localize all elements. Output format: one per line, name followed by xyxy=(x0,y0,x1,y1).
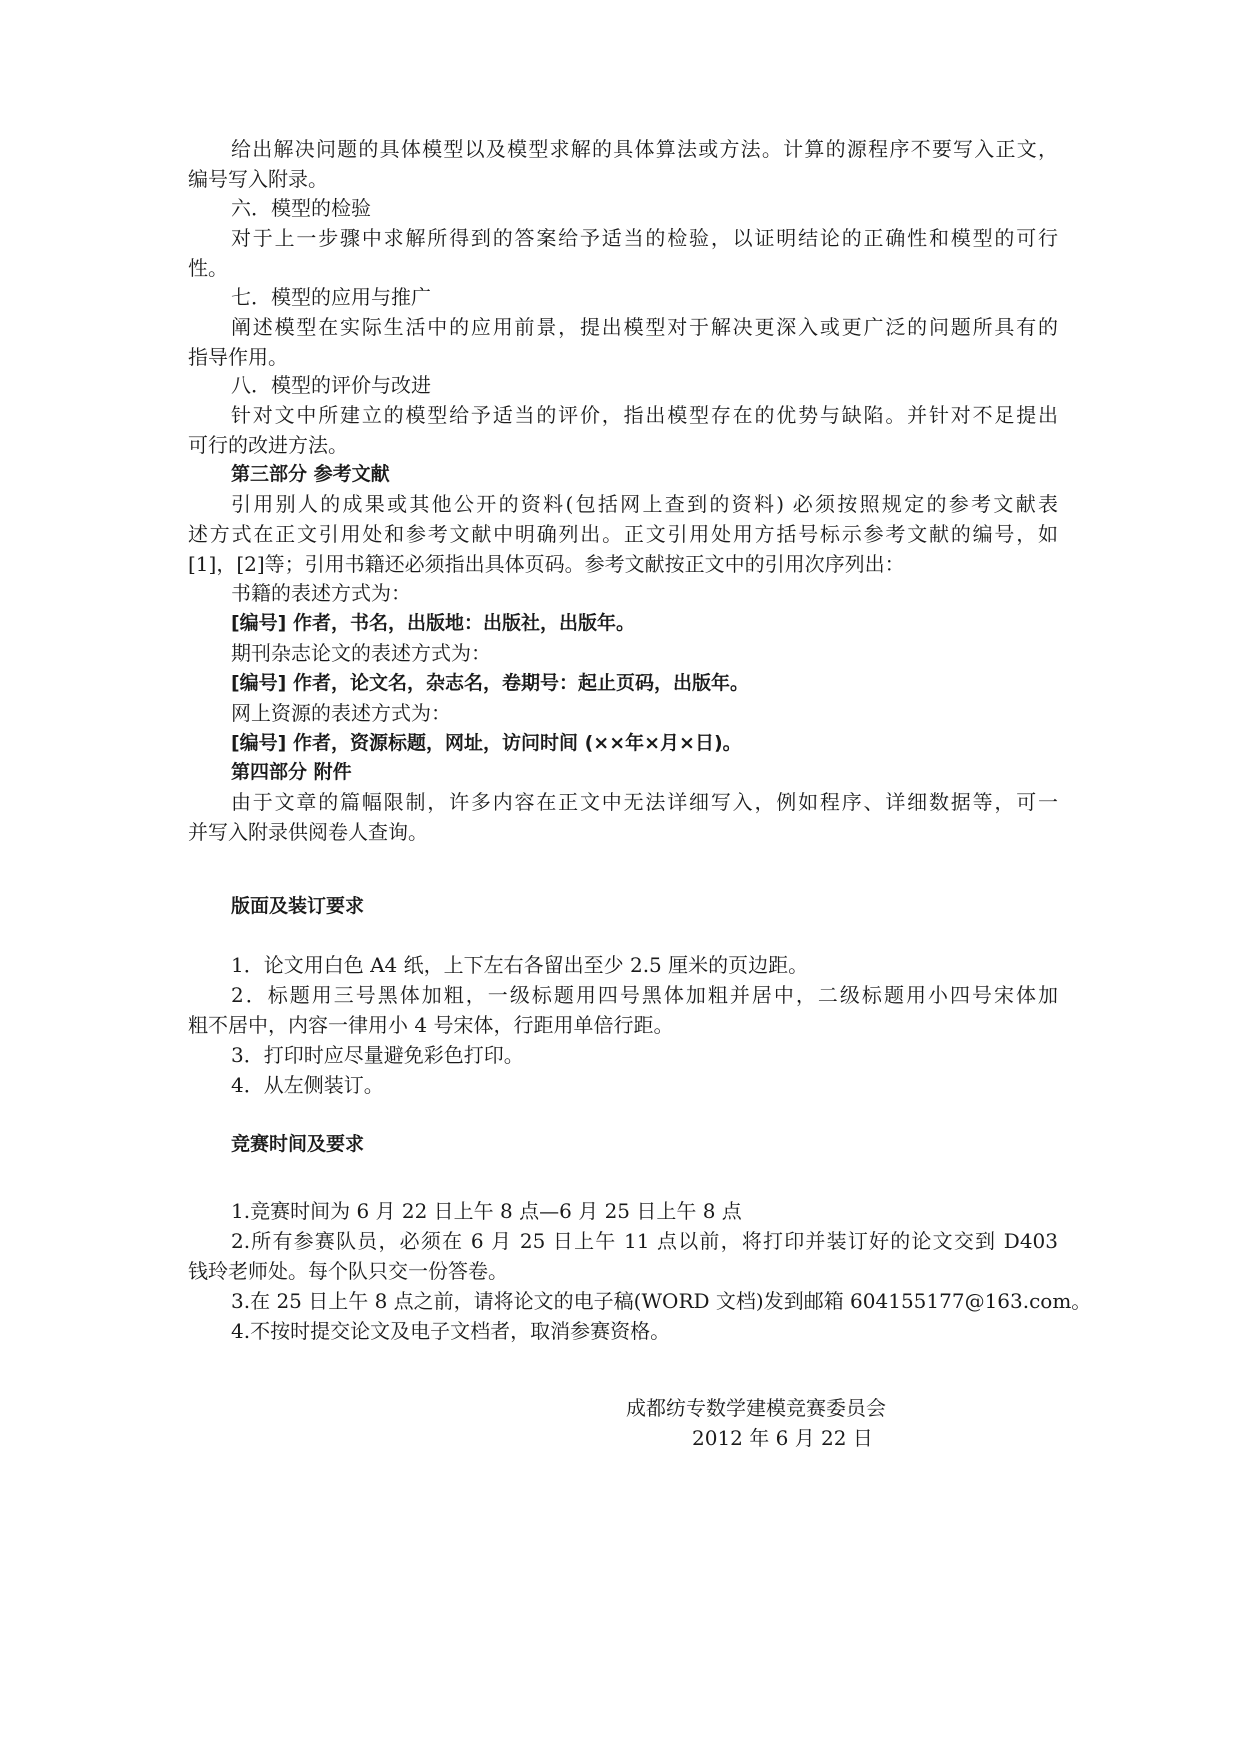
section-title: 版面及装订要求 xyxy=(231,895,365,917)
paragraph-line: 阐述模型在实际生活中的应用前景，提出模型对于解决更深入或更广泛的问题所具有的 xyxy=(231,315,1058,339)
paragraph-line: 并写入附录供阅卷人查询。 xyxy=(188,820,428,844)
paragraph-line: 由于文章的篇幅限制，许多内容在正文中无法详细写入，例如程序、详细数据等，可一 xyxy=(231,790,1058,814)
list-item: 2.所有参赛队员，必须在 6 月 25 日上午 11 点以前，将打印并装订好的论文交到 D403 xyxy=(231,1229,1058,1253)
paragraph-line: 书籍的表述方式为： xyxy=(231,581,411,605)
paragraph-line: 对于上一步骤中求解所得到的答案给予适当的检验，以证明结论的正确性和模型的可行 xyxy=(231,226,1058,250)
section-heading: 七．模型的应用与推广 xyxy=(231,285,431,309)
list-item: 1．论文用白色 A4 纸，上下左右各留出至少 2.5 厘米的页边距。 xyxy=(231,953,809,977)
paragraph-line: 期刊杂志论文的表述方式为： xyxy=(231,641,491,665)
signature-organization: 成都纺专数学建模竞赛委员会 xyxy=(626,1396,886,1420)
paragraph-line: 性。 xyxy=(188,256,228,280)
list-item: 4．从左侧装订。 xyxy=(231,1073,384,1097)
reference-format: [编号] 作者，论文名，杂志名，卷期号：起止页码，出版年。 xyxy=(231,672,749,694)
list-item: 3．打印时应尽量避免彩色打印。 xyxy=(231,1043,524,1067)
paragraph-line: 网上资源的表述方式为： xyxy=(231,701,451,725)
list-item: 2．标题用三号黑体加粗，一级标题用四号黑体加粗并居中，二级标题用小四号宋体加 xyxy=(231,983,1058,1007)
paragraph-line: 引用别人的成果或其他公开的资料(包括网上查到的资料) 必须按照规定的参考文献表 xyxy=(231,492,1058,516)
section-heading: 六．模型的检验 xyxy=(231,196,371,220)
section-title: 竞赛时间及要求 xyxy=(231,1133,365,1155)
paragraph-line: 指导作用。 xyxy=(188,345,288,369)
signature-date: 2012 年 6 月 22 日 xyxy=(692,1426,873,1450)
list-item: 粗不居中，内容一律用小 4 号宋体，行距用单倍行距。 xyxy=(188,1013,674,1037)
paragraph-line: 给出解决问题的具体模型以及模型求解的具体算法或方法。计算的源程序不要写入正文， xyxy=(231,137,1058,161)
reference-format: [编号] 作者，书名，出版地：出版社，出版年。 xyxy=(231,612,635,634)
paragraph-line: 针对文中所建立的模型给予适当的评价，指出模型存在的优势与缺陷。并针对不足提出 xyxy=(231,403,1058,427)
paragraph-line: 编号写入附录。 xyxy=(188,167,328,191)
list-item: 1.竞赛时间为 6 月 22 日上午 8 点—6 月 25 日上午 8 点 xyxy=(231,1199,742,1223)
list-item: 3.在 25 日上午 8 点之前，请将论文的电子稿(WORD 文档)发到邮箱 604155177@163.com。 xyxy=(231,1289,1092,1313)
list-item: 钱玲老师处。每个队只交一份答卷。 xyxy=(188,1259,508,1283)
part-heading: 第三部分 参考文献 xyxy=(231,463,390,485)
paragraph-line: [1]，[2]等；引用书籍还必须指出具体页码。参考文献按正文中的引用次序列出： xyxy=(188,552,905,576)
paragraph-line: 述方式在正文引用处和参考文献中明确列出。正文引用处用方括号标示参考文献的编号，如 xyxy=(188,522,1058,546)
paragraph-line: 可行的改进方法。 xyxy=(188,433,348,457)
part-heading: 第四部分 附件 xyxy=(231,761,352,783)
list-item: 4.不按时提交论文及电子文档者，取消参赛资格。 xyxy=(231,1319,671,1343)
reference-format: [编号] 作者，资源标题，网址，访问时间 (××年×月×日)。 xyxy=(231,732,742,754)
section-heading: 八．模型的评价与改进 xyxy=(231,373,431,397)
